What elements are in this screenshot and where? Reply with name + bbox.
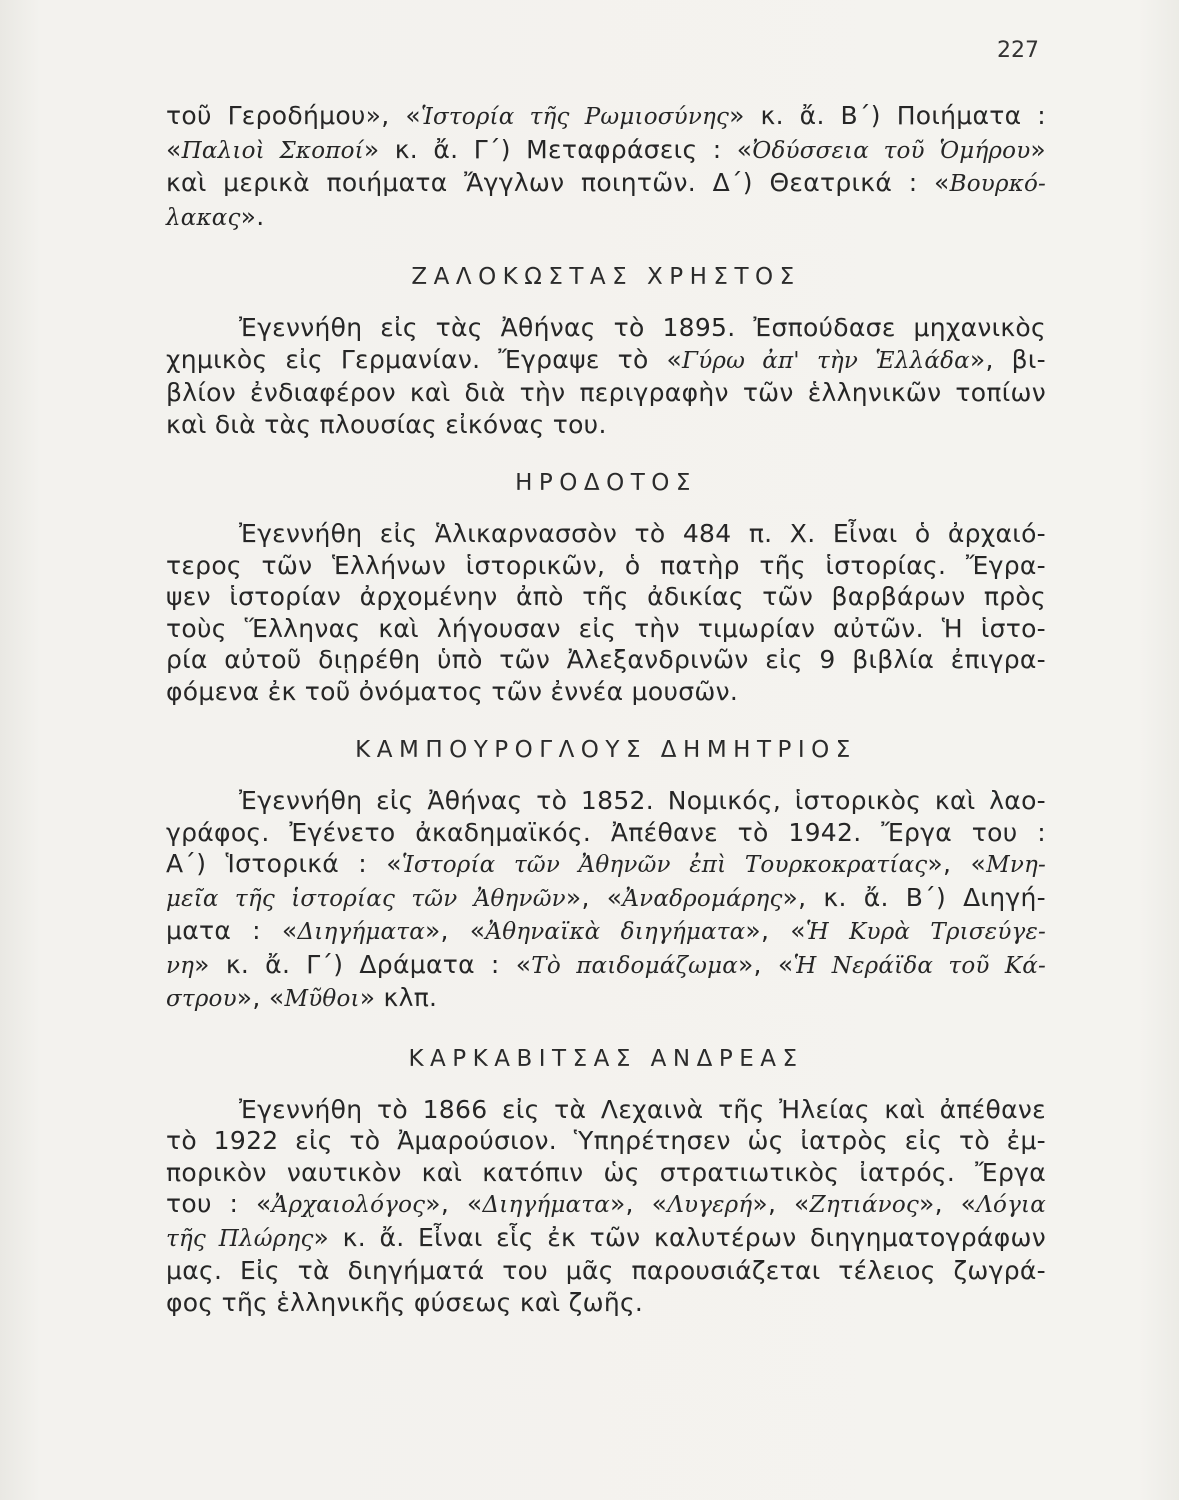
text-line: τερος τῶν Ἑλλήνων ἱστορικῶν, ὁ πατὴρ τῆς ἱστορίας. Ἔγρα-	[166, 550, 1046, 580]
text-line: τοὺς Ἕλληνας καὶ λήγουσαν εἰς τὴν τιμωρίαν αὐτῶν. Ἡ ἱστο-	[166, 613, 1046, 643]
section-text-karkavitsas	[166, 1094, 1046, 1319]
text-line: τοῦ Γεροδήμου», «Ἱστορία τῆς Ρωμιοσύνης» κ. ἄ. Β΄) Ποιήματα :	[166, 101, 1047, 130]
text-line: Ἐγεννήθη εἰς τὰς Ἀθήνας τὸ 1895. Ἐσπούδασε μηχανικὸς	[239, 313, 1046, 342]
section-text-herodotos	[166, 518, 1046, 707]
text-line: μεῖα τῆς ἱστορίας τῶν Ἀθηνῶν», «Ἀναδρομάρης», κ. ἄ. Β΄) Διηγή-	[166, 882, 1046, 912]
section-text-zalokostas	[166, 312, 1046, 440]
text-line: τῆς Πλώρης» κ. ἄ. Εἶναι εἷς ἐκ τῶν καλυτέρων διηγηματογράφων	[166, 1222, 1046, 1252]
text-line: χημικὸς εἰς Γερμανίαν. Ἔγραψε τὸ «Γύρω ἀπ' τὴν Ἑλλάδα», βι-	[166, 344, 1046, 374]
text-line: ρία αὐτοῦ διῃρέθη ὑπὸ τῶν Ἀλεξανδρινῶν εἰς 9 βιβλία ἐπιγρα-	[166, 645, 1046, 674]
text-line: καὶ μερικὰ ποιήματα Ἄγγλων ποιητῶν. Δ΄) Θεατρικά : «Βουρκό-	[166, 168, 1046, 197]
text-line: λακας».	[166, 201, 265, 231]
text-line: τὸ 1922 εἰς τὸ Ἀμαρούσιον. Ὑπηρέτησεν ὡς ἰατρὸς εἰς τὸ ἐμ-	[166, 1126, 1046, 1155]
text-line: μας. Εἰς τὰ διηγήματά του μᾶς παρουσιάζεται τέλειος ζωγρά-	[166, 1256, 1046, 1285]
text-line: φόμενα ἐκ τοῦ ὀνόματος τῶν ἐννέα μουσῶν.	[166, 676, 739, 706]
text-line: βλίον ἐνδιαφέρον καὶ διὰ τὴν περιγραφὴν τῶν ἑλληνικῶν τοπίων	[166, 378, 1046, 407]
text-line: Ἐγεννήθη εἰς Ἀθήνας τὸ 1852. Νομικός, ἱστορικὸς καὶ λαο-	[239, 786, 1046, 815]
text-line: στρου», «Μῦθοι» κλπ.	[166, 983, 438, 1012]
text-line: καὶ διὰ τὰς πλουσίας εἰκόνας του.	[166, 409, 607, 439]
text-line: γράφος. Ἐγένετο ἀκαδημαϊκός. Ἀπέθανε τὸ 1942. Ἔργα του :	[166, 817, 1046, 847]
section-heading-herodotos: ΗΡΟΔΟΤΟΣ	[515, 470, 697, 496]
text-line: ματα : «Διηγήματα», «Ἀθηναϊκὰ διηγήματα», «Ἡ Κυρὰ Τρισεύγε-	[166, 916, 1046, 945]
text-line: πορικὸν ναυτικὸν καὶ κατόπιν ὡς στρατιωτικὸς ἰατρός. Ἔργα	[166, 1157, 1046, 1187]
page-number: 227	[997, 38, 1039, 63]
section-heading-kampouroglou: ΚΑΜΠΟΥΡΟΓΛΟΥΣ ΔΗΜΗΤΡΙΟΣ	[355, 737, 857, 763]
text-line: νη» κ. ἄ. Γ΄) Δράματα : «Τὸ παιδομάζωμα», «Ἡ Νεράϊδα τοῦ Κά-	[166, 949, 1046, 979]
text-line: Ἐγεννήθη εἰς Ἁλικαρνασσὸν τὸ 484 π. Χ. Εἶναι ὁ ἀρχαιό-	[239, 519, 1046, 548]
text-line: ψεν ἱστορίαν ἀρχομένην ἀπὸ τῆς ἀδικίας τῶν βαρβάρων πρὸς	[166, 582, 1046, 611]
section-heading-karkavitsas: ΚΑΡΚΑΒΙΤΣΑΣ ΑΝΔΡΕΑΣ	[408, 1045, 804, 1072]
intro-paragraph	[166, 100, 1046, 234]
page-body	[166, 100, 1046, 1318]
section-heading-zalokostas: ΖΑΛΟΚΩΣΤΑΣ ΧΡΗΣΤΟΣ	[411, 264, 801, 290]
text-line: Α΄) Ἱστορικά : «Ἱστορία τῶν Ἀθηνῶν ἐπὶ Τουρκοκρατίας», «Μνη-	[166, 849, 1046, 878]
text-line: του : «Ἀρχαιολόγος», «Διηγήματα», «Λυγερή», «Ζητιάνος», «Λόγια	[166, 1189, 1047, 1218]
text-line: Ἐγεννήθη τὸ 1866 εἰς τὰ Λεχαινὰ τῆς Ἠλείας καὶ ἀπέθανε	[239, 1094, 1046, 1124]
text-line: «Παλιοὶ Σκοποί» κ. ἄ. Γ΄) Μεταφράσεις : «Ὀδύσσεια τοῦ Ὁμήρου»	[166, 134, 1046, 164]
section-text-kampouroglou	[166, 785, 1046, 1016]
text-line: φος τῆς ἑλληνικῆς φύσεως καὶ ζωῆς.	[166, 1287, 644, 1317]
